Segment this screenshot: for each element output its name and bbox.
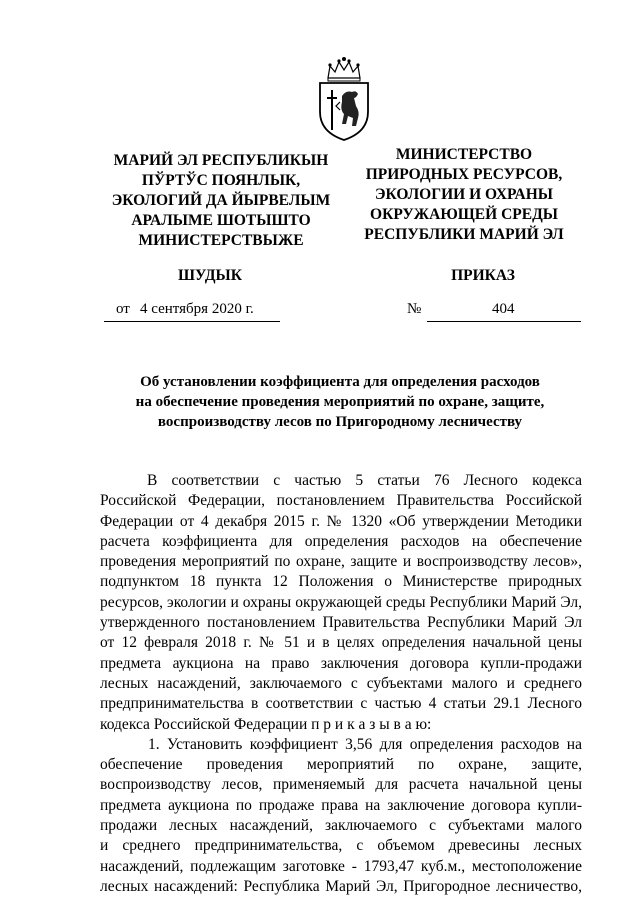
body-line: Российской Федерации, постановлением Правительства Российской (100, 492, 582, 510)
body-line: ресурсов, экологии и охраны окружающей среды Республики Марий Эл, (100, 593, 582, 611)
order-number-field (427, 301, 581, 322)
body-line: расчета коэффициента для определения расходов на обеспечение (100, 532, 582, 550)
date-prefix: от (116, 301, 130, 317)
ministry-name-line: ПРИРОДНЫХ РЕСУРСОВ, (365, 166, 563, 183)
ministry-name-line: АРАЛЫМЕ ШОТЫШТО (131, 212, 311, 229)
doc-type-mari: ШУДЫК (178, 267, 242, 284)
order-number: 404 (492, 301, 515, 317)
doc-type-russian: ПРИКАЗ (451, 267, 515, 284)
order-title (100, 372, 580, 432)
body-line: от 12 февраля 2018 г. № 51 и в целях определения начальной цены (100, 634, 582, 652)
body-line: 1. Установить коэффициент 3,56 для определения расходов на (148, 735, 582, 753)
order-date: 4 сентября 2020 г. (140, 301, 254, 317)
body-line: лесных насаждений, заключаемого с субъектами малого и среднего (100, 674, 582, 692)
order-date-field (104, 301, 280, 322)
title-line: воспроизводству лесов по Пригородному лесничеству (157, 414, 523, 430)
ministry-name-line: РЕСПУБЛИКИ МАРИЙ ЭЛ (364, 226, 564, 243)
title-line: Об установлении коэффициента для определения расходов (140, 374, 540, 390)
body-line: предпринимательства в соответствии с частью 4 статьи 29.1 Лесного (100, 695, 582, 713)
body-line: подпунктом 18 пункта 12 Положения о Министерстве природных (100, 573, 582, 591)
body-line: продажи лесных насаждений, заключаемого с субъектами малого (100, 817, 582, 835)
mari-el-coat-of-arms-icon (316, 56, 372, 142)
body-line: обеспечение проведения мероприятий по охране, защите, (100, 756, 582, 774)
ministry-name-mari (100, 151, 342, 251)
body-line: Федерации от 4 декабря 2015 г. № 1320 «Об утверждении Методики (100, 512, 582, 530)
ministry-name-line: ОКРУЖАЮЩЕЙ СРЕДЫ (370, 206, 558, 223)
body-line: проведения мероприятий по охране, защите и воспроизводству лесов», (100, 553, 582, 571)
body-line: утвержденного постановлением Правительства Республики Марий Эл (100, 614, 582, 632)
body-line: и среднего предпринимательства, с объемом древесины лесных (100, 837, 582, 855)
ministry-name-line: МИНИСТЕРСТВО (395, 146, 533, 163)
order-body-text (100, 471, 582, 897)
body-line: воспроизводству лесов, применяемый для расчета начальной цены (100, 776, 582, 794)
title-line: на обеспечение проведения мероприятий по охране, защите, (135, 394, 545, 410)
body-line: предмета аукциона по продаже права на заключение договора купли- (100, 796, 582, 814)
body-line: насаждений, подлежащим заготовке - 1793,47 куб.м., местоположение (100, 857, 582, 875)
ministry-name-line: ЭКОЛОГИЙ ДА ЙЫРВЕЛЫМ (111, 192, 331, 209)
body-line: кодекса Российской Федерации п р и к а з ы в а ю: (100, 715, 432, 733)
ministry-name-line: ПЎРТЎС ПОЯНЛЫК, (141, 172, 301, 189)
ministry-name-line: МАРИЙ ЭЛ РЕСПУБЛИКЫН (113, 152, 329, 169)
body-line: предмета аукциона на право заключения договора купли-продажи (100, 654, 582, 672)
number-sign: № (407, 301, 422, 317)
ministry-name-line: ЭКОЛОГИИ И ОХРАНЫ (374, 186, 554, 203)
body-line: лесных насаждений: Республика Марий Эл, Пригородное лесничество, (100, 877, 582, 895)
ministry-name-russian (344, 145, 584, 245)
body-line: В соответствии с частью 5 статьи 76 Лесного кодекса (147, 472, 582, 489)
ministry-name-line: МИНИСТЕРСТВЫЖЕ (138, 232, 304, 249)
